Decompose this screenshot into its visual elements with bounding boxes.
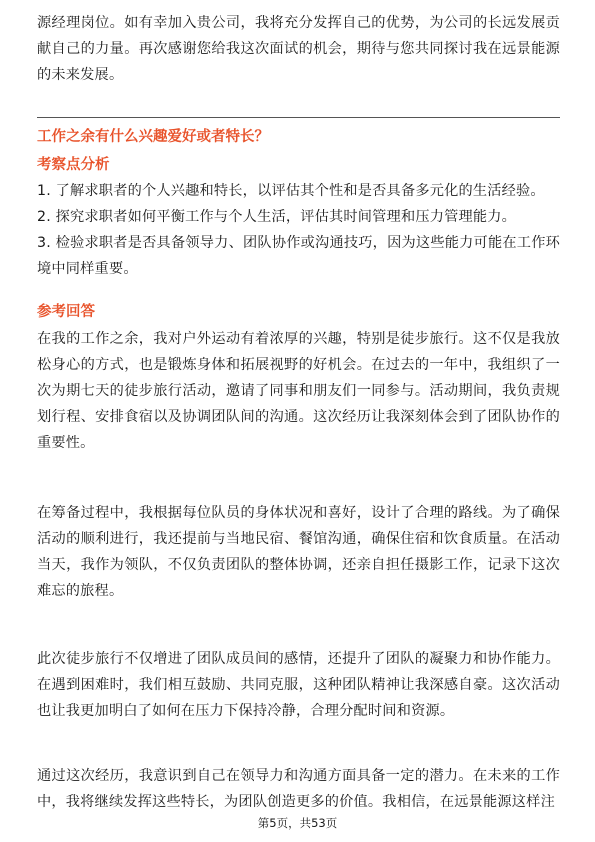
answer-paragraph: 此次徒步旅行不仅增进了团队成员间的感情，还提升了团队的凝聚力和协作能力。在遇到困难时，我们相互鼓励、共同克服，这种团队精神让我深感自豪。这次活动也让我更加明白了如何在压力下保持冷静，合理分配时间和资源。 bbox=[37, 651, 560, 719]
page-number: 第5页，共53页 bbox=[257, 816, 338, 830]
section-divider bbox=[37, 117, 560, 118]
analysis-item: 1. 了解求职者的个人兴趣和特长，以评估其个性和是否具备多元化的生活经验。 bbox=[37, 183, 545, 199]
analysis-item: 3. 检验求职者是否具备领导力、团队协作或沟通技巧，因为这些能力可能在工作环境中同样重要。 bbox=[37, 235, 560, 277]
analysis-heading: 考察点分析 bbox=[37, 157, 110, 173]
answer-paragraph: 在筹备过程中，我根据每位队员的身体状况和喜好，设计了合理的路线。为了确保活动的顺利进行，我还提前与当地民宿、餐馆沟通，确保住宿和饮食质量。在活动当天，我作为领队，不仅负责团队的整体协调，还亲自担任摄影工作，记录下这次难忘的旅程。 bbox=[37, 505, 560, 599]
answer-paragraph: 在我的工作之余，我对户外运动有着浓厚的兴趣，特别是徒步旅行。这不仅是我放松身心的方式，也是锻炼身体和拓展视野的好机会。在过去的一年中，我组织了一次为期七天的徒步旅行活动，邀请了同事和朋友们一同参与。活动期间，我负责规划行程、安排食宿以及协调团队间的沟通。这次经历让我深刻体会到了团队协作的重要性。 bbox=[37, 331, 560, 451]
answer-paragraph: 通过这次经历，我意识到自己在领导力和沟通方面具备一定的潜力。在未来的工作中，我将继续发挥这些特长，为团队创造更多的价值。我相信，在远景能源这样注 bbox=[37, 768, 560, 810]
intro-paragraph: 源经理岗位。如有幸加入贵公司，我将充分发挥自己的优势，为公司的长远发展贡献自己的力量。再次感谢您给我这次面试的机会，期待与您共同探讨我在远景能源的未来发展。 bbox=[37, 15, 560, 83]
analysis-list bbox=[37, 178, 560, 282]
answer-heading: 参考回答 bbox=[37, 304, 95, 320]
analysis-item: 2. 探究求职者如何平衡工作与个人生活，评估其时间管理和压力管理能力。 bbox=[37, 209, 517, 225]
question-title: 工作之余有什么兴趣爱好或者特长？ bbox=[37, 129, 269, 145]
